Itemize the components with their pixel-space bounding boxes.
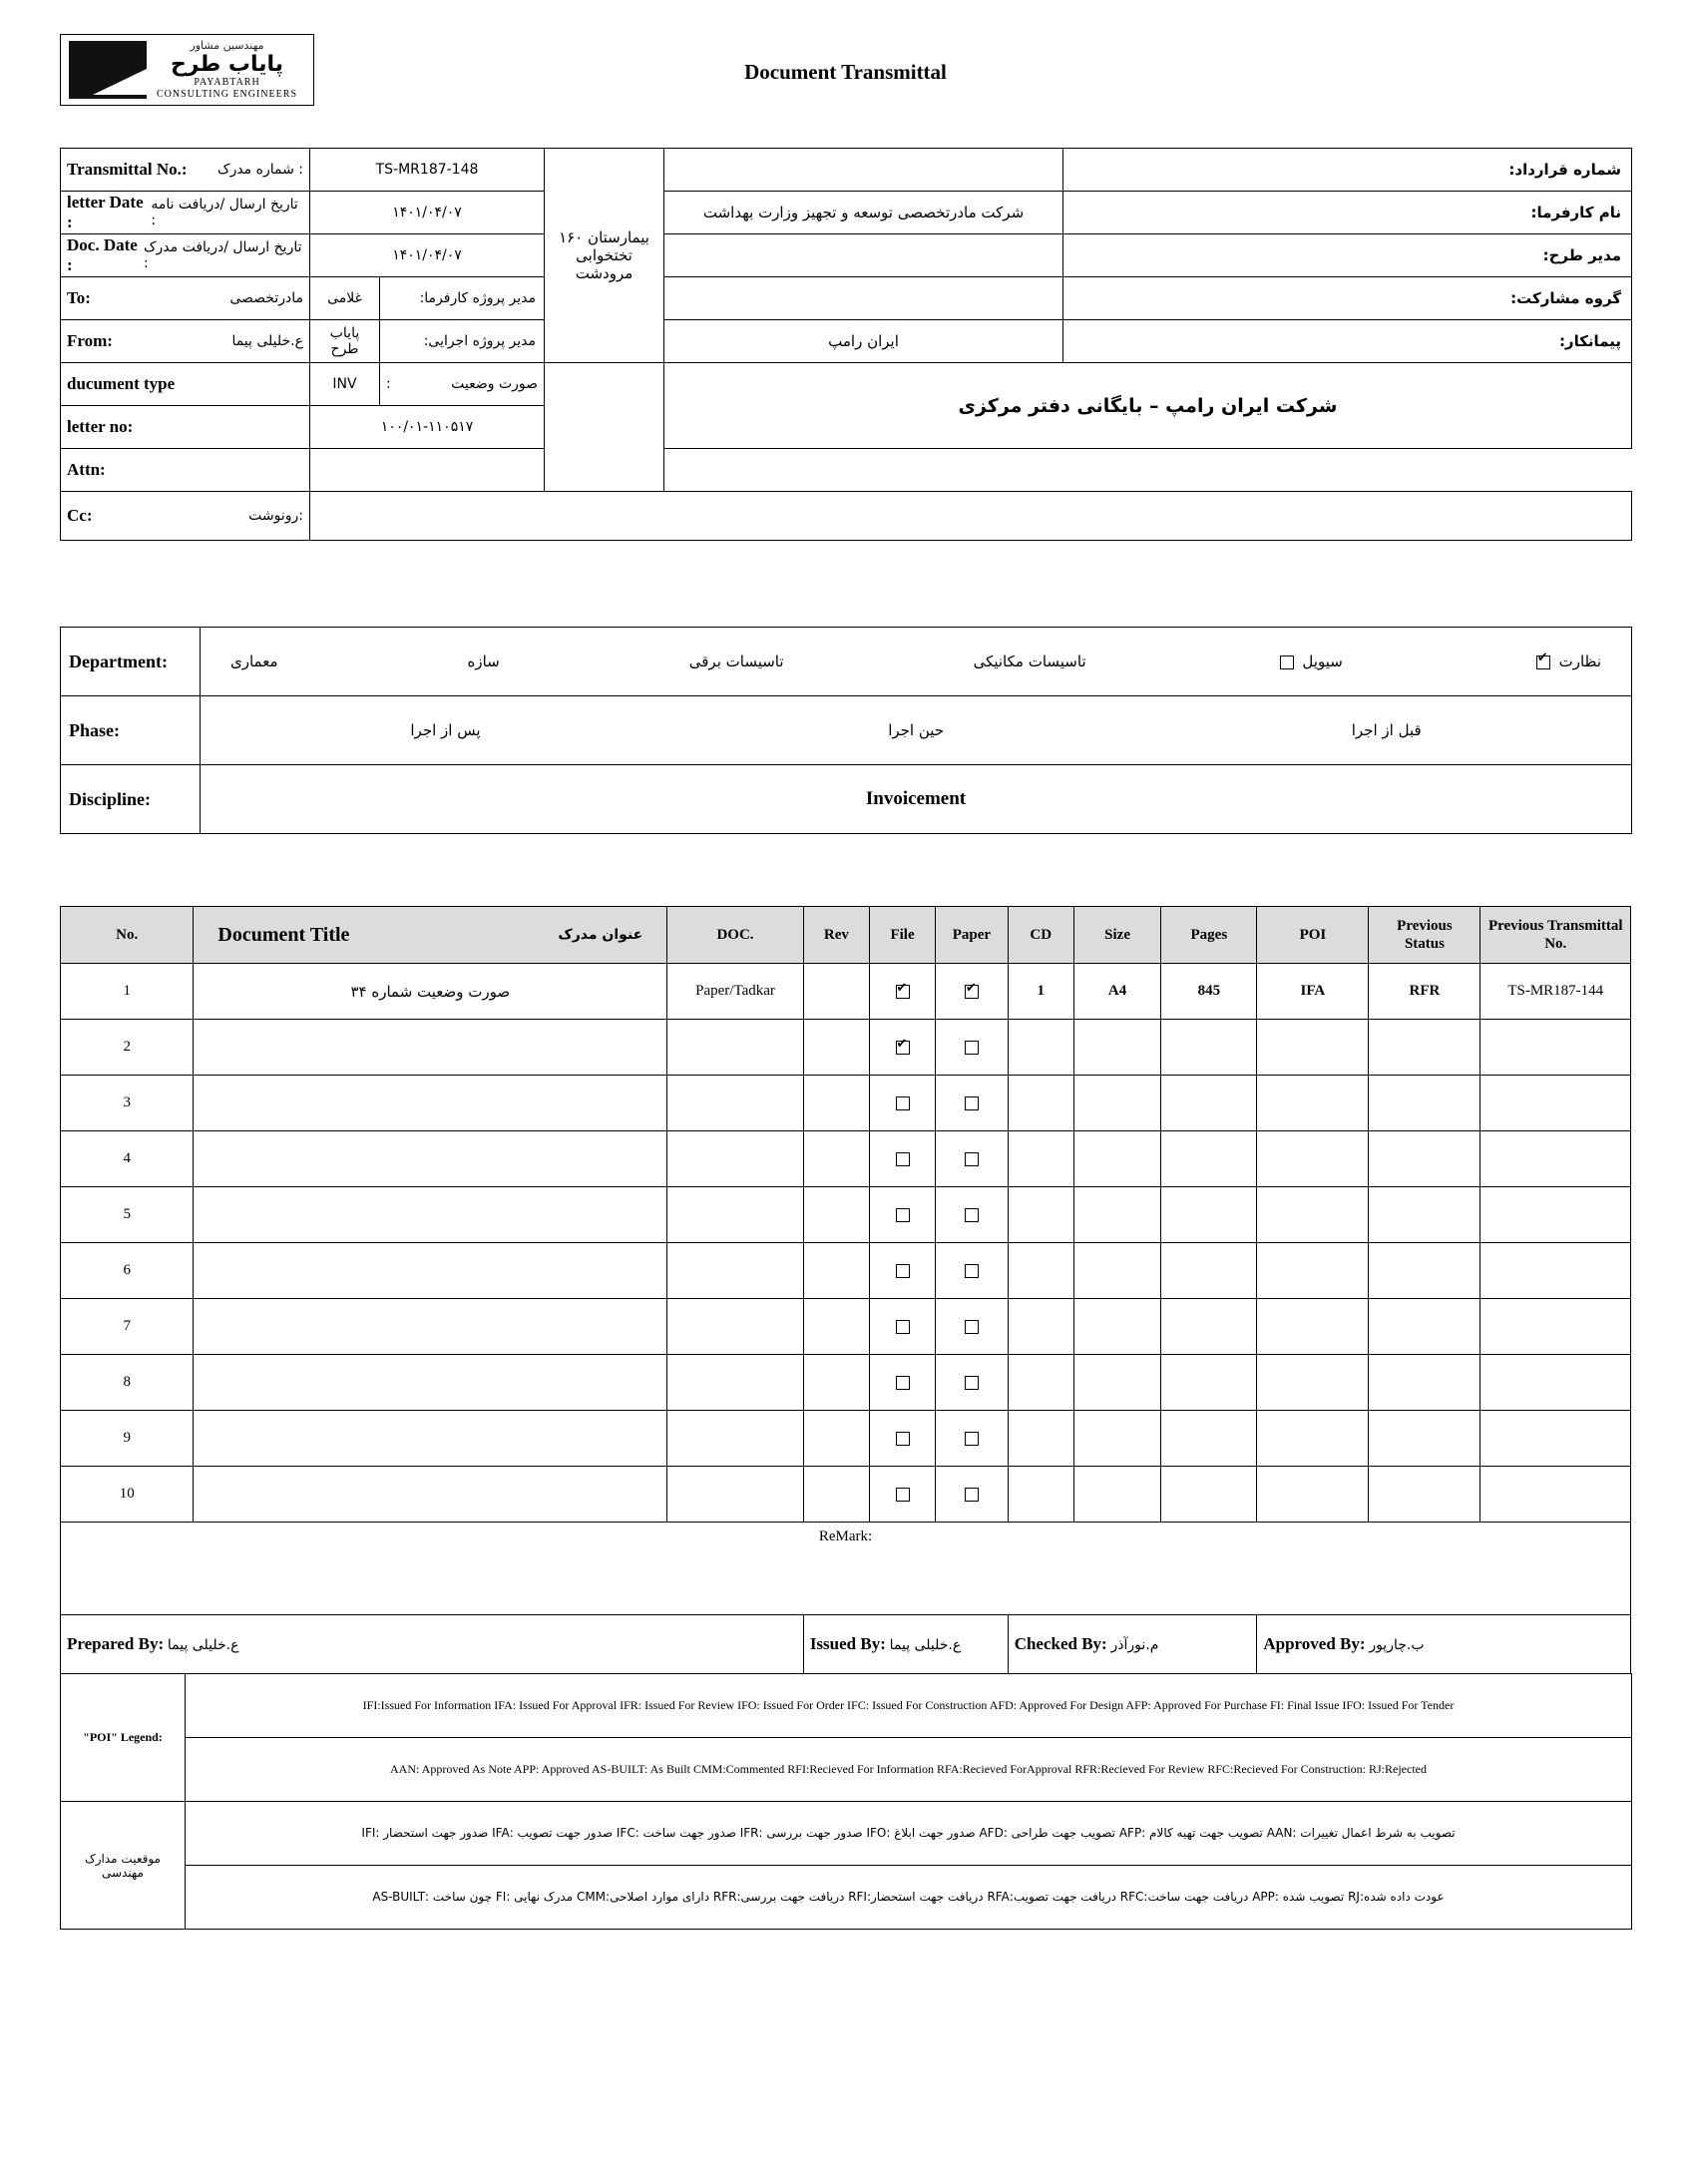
row-previous-status[interactable] bbox=[1369, 1020, 1480, 1076]
row-poi[interactable] bbox=[1257, 1411, 1369, 1467]
attn-label: Attn: bbox=[61, 449, 310, 492]
row-paper bbox=[936, 1299, 1009, 1355]
to-label-en: To: bbox=[67, 288, 91, 307]
paper-checkbox[interactable] bbox=[965, 1152, 979, 1166]
info-row bbox=[61, 449, 1632, 492]
row-poi[interactable] bbox=[1257, 1355, 1369, 1411]
phase-row bbox=[61, 696, 1632, 765]
row-title[interactable] bbox=[194, 1131, 667, 1187]
row-previous-status[interactable] bbox=[1369, 1187, 1480, 1243]
info-row bbox=[61, 149, 1632, 192]
header-previous-transmittal: Previous Transmittal No. bbox=[1480, 907, 1631, 964]
row-previous-status[interactable] bbox=[1369, 1299, 1480, 1355]
row-cd[interactable] bbox=[1008, 1076, 1073, 1131]
row-size[interactable] bbox=[1073, 1187, 1161, 1243]
row-size[interactable] bbox=[1073, 1355, 1161, 1411]
row-previous-transmittal[interactable] bbox=[1480, 1411, 1631, 1467]
row-title[interactable] bbox=[194, 1076, 667, 1131]
row-poi[interactable]: IFA bbox=[1257, 964, 1369, 1020]
paper-checkbox[interactable] bbox=[965, 1264, 979, 1278]
employer-name-value[interactable]: شرکت مادرتخصصی توسعه و تجهیز وزارت بهداشت bbox=[664, 192, 1063, 234]
row-no: 7 bbox=[61, 1299, 194, 1355]
documents-header-row bbox=[61, 907, 1631, 964]
row-no: 4 bbox=[61, 1131, 194, 1187]
row-previous-status[interactable] bbox=[1369, 1355, 1480, 1411]
transmittal-info-block bbox=[60, 148, 1631, 541]
paper-checkbox[interactable] bbox=[965, 1488, 979, 1502]
row-pages[interactable] bbox=[1161, 1187, 1257, 1243]
header-paper: Paper bbox=[936, 907, 1009, 964]
transmittal-no-label-fa: شماره مدرک : bbox=[217, 162, 303, 178]
row-cd[interactable] bbox=[1008, 1467, 1073, 1523]
row-previous-transmittal[interactable]: TS-MR187-144 bbox=[1480, 964, 1631, 1020]
phase-option-after[interactable]: پس از اجرا bbox=[410, 721, 481, 739]
row-size[interactable] bbox=[1073, 1411, 1161, 1467]
row-previous-transmittal[interactable] bbox=[1480, 1020, 1631, 1076]
cc-archive-value: شرکت ایران رامپ – بایگانی دفتر مرکزی bbox=[664, 363, 1632, 449]
page-title: Document Transmittal bbox=[744, 60, 947, 84]
letter-date-label bbox=[61, 192, 310, 234]
table-row bbox=[61, 1299, 1631, 1355]
header-file: File bbox=[869, 907, 935, 964]
logo-line2: پایاب طرح bbox=[170, 52, 284, 78]
file-checkbox[interactable] bbox=[896, 1264, 910, 1278]
row-file bbox=[869, 964, 935, 1020]
cc-label: Cc: bbox=[67, 506, 93, 525]
row-no: 5 bbox=[61, 1187, 194, 1243]
approved-by-label: Approved By: bbox=[1263, 1634, 1366, 1653]
prepared-by-cell[interactable] bbox=[61, 1615, 804, 1674]
row-cd[interactable] bbox=[1008, 1243, 1073, 1299]
row-rev[interactable] bbox=[803, 1411, 869, 1467]
phase-options bbox=[201, 696, 1632, 765]
phase-option-during[interactable]: حین اجرا bbox=[888, 721, 945, 739]
info-row bbox=[61, 192, 1632, 234]
row-file bbox=[869, 1076, 935, 1131]
row-doc[interactable] bbox=[667, 1299, 804, 1355]
row-poi[interactable] bbox=[1257, 1243, 1369, 1299]
logo-line1: مهندسین مشاور bbox=[190, 38, 264, 52]
issued-by-cell[interactable] bbox=[803, 1615, 1008, 1674]
row-paper bbox=[936, 1020, 1009, 1076]
discipline-value[interactable]: Invoicement bbox=[201, 765, 1632, 834]
header-size: Size bbox=[1073, 907, 1161, 964]
table-row bbox=[61, 1187, 1631, 1243]
row-no: 3 bbox=[61, 1076, 194, 1131]
approved-by-cell[interactable] bbox=[1257, 1615, 1631, 1674]
row-pages[interactable] bbox=[1161, 1243, 1257, 1299]
file-checkbox[interactable] bbox=[896, 1096, 910, 1110]
row-size[interactable] bbox=[1073, 1076, 1161, 1131]
file-checkbox[interactable] bbox=[896, 1376, 910, 1390]
row-file bbox=[869, 1187, 935, 1243]
department-checkbox-supervision[interactable] bbox=[1536, 655, 1550, 669]
header-document-title-fa: عنوان مدرک bbox=[558, 927, 643, 943]
row-cd[interactable]: 1 bbox=[1008, 964, 1073, 1020]
info-row bbox=[61, 277, 1632, 320]
row-doc[interactable] bbox=[667, 1243, 804, 1299]
paper-checkbox[interactable] bbox=[965, 1208, 979, 1222]
row-previous-transmittal[interactable] bbox=[1480, 1187, 1631, 1243]
row-previous-transmittal[interactable] bbox=[1480, 1355, 1631, 1411]
header-previous-status: Previous Status bbox=[1369, 907, 1480, 964]
row-paper bbox=[936, 1411, 1009, 1467]
file-checkbox[interactable] bbox=[896, 985, 910, 999]
row-file bbox=[869, 1020, 935, 1076]
row-doc[interactable] bbox=[667, 1355, 804, 1411]
documents-block bbox=[60, 906, 1631, 1930]
row-no: 10 bbox=[61, 1467, 194, 1523]
remark-row bbox=[61, 1523, 1631, 1615]
discipline-label: Discipline: bbox=[61, 765, 201, 834]
row-rev[interactable] bbox=[803, 1243, 869, 1299]
department-option-civil[interactable] bbox=[1276, 653, 1343, 670]
row-previous-transmittal[interactable] bbox=[1480, 1076, 1631, 1131]
header-cd: CD bbox=[1008, 907, 1073, 964]
info-row bbox=[61, 492, 1632, 541]
department-option-electrical[interactable] bbox=[689, 653, 784, 670]
partnership-group-label: گروه مشارکت: bbox=[1063, 277, 1632, 320]
row-poi[interactable] bbox=[1257, 1020, 1369, 1076]
file-checkbox[interactable] bbox=[896, 1208, 910, 1222]
discipline-row bbox=[61, 765, 1632, 834]
row-paper bbox=[936, 1467, 1009, 1523]
project-name-cell bbox=[545, 149, 664, 363]
row-title[interactable] bbox=[194, 1187, 667, 1243]
legend-row-en1 bbox=[61, 1674, 1632, 1738]
to-label bbox=[61, 277, 310, 320]
row-previous-status[interactable] bbox=[1369, 1411, 1480, 1467]
row-rev[interactable] bbox=[803, 1131, 869, 1187]
attn-blank bbox=[310, 449, 545, 492]
doc-date-label-en: Doc. Date : bbox=[67, 235, 138, 274]
row-title[interactable] bbox=[194, 1243, 667, 1299]
classification-block bbox=[60, 627, 1631, 834]
from-person-value[interactable]: ع.خلیلی پیما bbox=[231, 333, 303, 349]
department-label-mechanical: تاسیسات مکانیکی bbox=[973, 653, 1086, 670]
project-manager-value[interactable] bbox=[664, 234, 1063, 277]
row-paper bbox=[936, 1243, 1009, 1299]
contractor-value[interactable]: ایران رامپ bbox=[664, 320, 1063, 363]
row-doc[interactable]: Paper/Tadkar bbox=[667, 964, 804, 1020]
legend-row-fa2 bbox=[61, 1866, 1632, 1930]
department-label-structure: سازه bbox=[467, 653, 500, 670]
legend-line-en-1: IFI:Issued For Information IFA: Issued For Approval IFR: Issued For Review IFO: Issued For Order IFC: Issued For Construction AFD: Approved For Design AFP: Approved For Purchase FI: Final Issue IFO: Issued For Tender bbox=[186, 1674, 1632, 1738]
row-title[interactable] bbox=[194, 1020, 667, 1076]
letter-no-label: letter no: bbox=[61, 406, 310, 449]
attn-value[interactable] bbox=[664, 449, 1632, 492]
letter-no-value[interactable]: ۱۰۰/۰۱-۱۱۰۵۱۷ bbox=[310, 406, 545, 449]
row-cd[interactable] bbox=[1008, 1299, 1073, 1355]
paper-checkbox[interactable] bbox=[965, 1432, 979, 1446]
file-checkbox[interactable] bbox=[896, 1041, 910, 1055]
department-option-structure[interactable] bbox=[468, 653, 500, 670]
from-label bbox=[61, 320, 310, 363]
remark-label: ReMark: bbox=[818, 1529, 873, 1544]
transmittal-no-label-en: Transmittal No.: bbox=[67, 160, 188, 179]
row-size[interactable] bbox=[1073, 1131, 1161, 1187]
header-doc: DOC. bbox=[667, 907, 804, 964]
issued-by-label: Issued By: bbox=[809, 1634, 886, 1653]
department-option-supervision[interactable] bbox=[1532, 653, 1601, 670]
row-title[interactable] bbox=[194, 1411, 667, 1467]
header-pages: Pages bbox=[1161, 907, 1257, 964]
row-paper bbox=[936, 1187, 1009, 1243]
spacer-cell bbox=[545, 363, 664, 492]
row-file bbox=[869, 1243, 935, 1299]
row-previous-transmittal[interactable] bbox=[1480, 1131, 1631, 1187]
department-checkbox-civil[interactable] bbox=[1280, 655, 1294, 669]
row-pages[interactable] bbox=[1161, 1467, 1257, 1523]
table-row bbox=[61, 1131, 1631, 1187]
row-pages[interactable] bbox=[1161, 1299, 1257, 1355]
paper-checkbox[interactable] bbox=[965, 1096, 979, 1110]
row-poi[interactable] bbox=[1257, 1076, 1369, 1131]
row-cd[interactable] bbox=[1008, 1187, 1073, 1243]
row-previous-transmittal[interactable] bbox=[1480, 1243, 1631, 1299]
info-row bbox=[61, 363, 1632, 406]
legend-table bbox=[60, 1673, 1632, 1930]
row-previous-transmittal[interactable] bbox=[1480, 1299, 1631, 1355]
from-label-en: From: bbox=[67, 331, 113, 350]
row-no: 2 bbox=[61, 1020, 194, 1076]
to-person-value[interactable]: غلامی bbox=[310, 277, 380, 320]
row-cd[interactable] bbox=[1008, 1355, 1073, 1411]
from-company-value[interactable]: پایاب طرح bbox=[310, 320, 380, 363]
header-poi: POI bbox=[1257, 907, 1369, 964]
letter-date-value[interactable]: ۱۴۰۱/۰۴/۰۷ bbox=[310, 192, 545, 234]
logo-line4: CONSULTING ENGINEERS bbox=[156, 88, 298, 100]
department-label-civil: سیویل bbox=[1302, 653, 1343, 670]
table-row bbox=[61, 1467, 1631, 1523]
page-header bbox=[60, 34, 1631, 114]
row-title[interactable] bbox=[194, 1299, 667, 1355]
row-previous-status[interactable]: RFR bbox=[1369, 964, 1480, 1020]
row-rev[interactable] bbox=[803, 1020, 869, 1076]
executive-pm-label: مدیر پروژه اجرایی: bbox=[380, 320, 545, 363]
row-title[interactable] bbox=[194, 1355, 667, 1411]
letter-date-label-en: letter Date : bbox=[67, 193, 144, 231]
doc-date-label bbox=[61, 234, 310, 277]
documents-table bbox=[60, 906, 1631, 1674]
row-size[interactable] bbox=[1073, 1467, 1161, 1523]
table-row bbox=[61, 1020, 1631, 1076]
row-previous-transmittal[interactable] bbox=[1480, 1467, 1631, 1523]
row-doc[interactable] bbox=[667, 1076, 804, 1131]
contract-no-value[interactable] bbox=[664, 149, 1063, 192]
checked-by-value: م.نورآذر bbox=[1110, 1637, 1159, 1653]
phase-option-before[interactable]: قبل از اجرا bbox=[1351, 721, 1422, 739]
letter-date-label-fa: تاریخ ارسال /دریافت نامه : bbox=[151, 197, 298, 228]
file-checkbox[interactable] bbox=[896, 1488, 910, 1502]
department-option-architecture[interactable] bbox=[230, 653, 278, 670]
cc-label-fa: رونوشت: bbox=[248, 508, 303, 524]
legend-row-en2 bbox=[61, 1738, 1632, 1802]
department-options bbox=[201, 628, 1632, 696]
row-pages[interactable] bbox=[1161, 1131, 1257, 1187]
table-row bbox=[61, 1355, 1631, 1411]
row-file bbox=[869, 1131, 935, 1187]
file-checkbox[interactable] bbox=[896, 1152, 910, 1166]
row-previous-status[interactable] bbox=[1369, 1076, 1480, 1131]
row-paper bbox=[936, 964, 1009, 1020]
document-type-value[interactable]: INV bbox=[310, 363, 380, 406]
checked-by-label: Checked By: bbox=[1014, 1634, 1107, 1653]
department-label-supervision: نظارت bbox=[1558, 653, 1601, 670]
cc-label-cell bbox=[61, 492, 310, 541]
file-checkbox[interactable] bbox=[896, 1320, 910, 1334]
phase-label: Phase: bbox=[61, 696, 201, 765]
row-cd[interactable] bbox=[1008, 1411, 1073, 1467]
header-no: No. bbox=[61, 907, 194, 964]
issued-by-value: ع.خلیلی پیما bbox=[889, 1637, 962, 1653]
department-row bbox=[61, 628, 1632, 696]
row-file bbox=[869, 1299, 935, 1355]
row-previous-status[interactable] bbox=[1369, 1243, 1480, 1299]
partnership-group-value[interactable] bbox=[664, 277, 1063, 320]
row-pages[interactable] bbox=[1161, 1076, 1257, 1131]
row-doc[interactable] bbox=[667, 1187, 804, 1243]
info-row bbox=[61, 320, 1632, 363]
row-doc[interactable] bbox=[667, 1467, 804, 1523]
logo-line3: PAYABTARH bbox=[194, 77, 260, 89]
info-row bbox=[61, 234, 1632, 277]
row-cd[interactable] bbox=[1008, 1131, 1073, 1187]
employer-name-label: نام کارفرما: bbox=[1063, 192, 1632, 234]
row-file bbox=[869, 1467, 935, 1523]
row-cd[interactable] bbox=[1008, 1020, 1073, 1076]
row-size[interactable] bbox=[1073, 1020, 1161, 1076]
document-type-label: ducument type bbox=[61, 363, 310, 406]
row-pages[interactable] bbox=[1161, 1355, 1257, 1411]
project-name-value: بیمارستان ۱۶۰ تختخوابی مرودشت bbox=[559, 228, 649, 282]
paper-checkbox[interactable] bbox=[965, 985, 979, 999]
department-label-electrical: تاسیسات برقی bbox=[688, 653, 784, 670]
row-paper bbox=[936, 1076, 1009, 1131]
table-row bbox=[61, 1411, 1631, 1467]
department-option-mechanical[interactable] bbox=[974, 653, 1086, 670]
row-pages[interactable] bbox=[1161, 1020, 1257, 1076]
row-poi[interactable] bbox=[1257, 1467, 1369, 1523]
row-file bbox=[869, 1411, 935, 1467]
row-doc[interactable] bbox=[667, 1411, 804, 1467]
row-rev[interactable] bbox=[803, 1076, 869, 1131]
cc-value bbox=[310, 492, 1632, 541]
department-label-architecture: معماری bbox=[230, 653, 278, 670]
row-size[interactable]: A4 bbox=[1073, 964, 1161, 1020]
transmittal-no-label bbox=[61, 149, 310, 192]
row-title[interactable] bbox=[194, 1467, 667, 1523]
row-poi[interactable] bbox=[1257, 1299, 1369, 1355]
row-no: 1 bbox=[61, 964, 194, 1020]
row-title[interactable]: صورت وضعیت شماره ۳۴ bbox=[194, 964, 667, 1020]
row-paper bbox=[936, 1131, 1009, 1187]
legend-line-fa-1: تصویب به شرط اعمال تغییرات :AAN تصویب جهت تهیه کالام :AFP تصویب جهت طراحی :AFD صدور جهت ابلاغ :IFO صدور جهت بررسی :IFR صدور جهت ساخت :IFC صدور جهت تصویب :IFA صدور جهت استحضار :IFI bbox=[186, 1802, 1632, 1866]
row-pages[interactable]: 845 bbox=[1161, 964, 1257, 1020]
doc-date-label-fa: تاریخ ارسال /دریافت مدرک : bbox=[144, 239, 302, 271]
row-doc[interactable] bbox=[667, 1020, 804, 1076]
doc-date-value[interactable]: ۱۴۰۱/۰۴/۰۷ bbox=[310, 234, 545, 277]
header-document-title-en: Document Title bbox=[217, 923, 350, 946]
row-doc[interactable] bbox=[667, 1131, 804, 1187]
to-value-fa[interactable]: مادرتخصصی bbox=[229, 290, 303, 306]
prepared-by-value: ع.خلیلی پیما bbox=[167, 1637, 239, 1653]
row-previous-status[interactable] bbox=[1369, 1131, 1480, 1187]
table-row bbox=[61, 1076, 1631, 1131]
paper-checkbox[interactable] bbox=[965, 1041, 979, 1055]
row-rev[interactable] bbox=[803, 1467, 869, 1523]
row-previous-status[interactable] bbox=[1369, 1467, 1480, 1523]
remark-cell[interactable] bbox=[61, 1523, 1631, 1615]
info-table bbox=[60, 148, 1632, 541]
row-no: 6 bbox=[61, 1243, 194, 1299]
paper-checkbox[interactable] bbox=[965, 1376, 979, 1390]
legend-line-fa-2: عودت داده شده:RJ تصویب شده :APP دریافت جهت ساخت:RFC دریافت جهت تصویب:RFA دریافت جهت استحضار:RFI دریافت جهت بررسی:RFR دارای موارد اصلاحی:CMM مدرک نهایی :FI چون ساخت :AS-BUILT bbox=[186, 1866, 1632, 1930]
department-label: Department: bbox=[61, 628, 201, 696]
document-type-fa-cell bbox=[380, 363, 545, 406]
contract-no-label: شماره قرارداد: bbox=[1063, 149, 1632, 192]
employer-pm-label: مدیر پروژه کارفرما: bbox=[380, 277, 545, 320]
file-checkbox[interactable] bbox=[896, 1432, 910, 1446]
row-rev[interactable] bbox=[803, 1187, 869, 1243]
row-poi[interactable] bbox=[1257, 1187, 1369, 1243]
row-pages[interactable] bbox=[1161, 1411, 1257, 1467]
document-type-fa: صورت وضعیت bbox=[451, 376, 539, 392]
prepared-by-label: Prepared By: bbox=[67, 1634, 165, 1653]
row-size[interactable] bbox=[1073, 1299, 1161, 1355]
checked-by-cell[interactable] bbox=[1008, 1615, 1257, 1674]
table-row bbox=[61, 1243, 1631, 1299]
row-file bbox=[869, 1355, 935, 1411]
contractor-label: پیمانکار: bbox=[1063, 320, 1632, 363]
row-size[interactable] bbox=[1073, 1243, 1161, 1299]
classification-table bbox=[60, 627, 1632, 834]
row-rev[interactable] bbox=[803, 1355, 869, 1411]
row-poi[interactable] bbox=[1257, 1131, 1369, 1187]
header-document-title bbox=[194, 907, 667, 964]
row-no: 9 bbox=[61, 1411, 194, 1467]
legend-side-label: موقعیت مدارک مهندسی bbox=[61, 1802, 186, 1930]
row-paper bbox=[936, 1355, 1009, 1411]
signature-row bbox=[61, 1615, 1631, 1674]
row-rev[interactable] bbox=[803, 964, 869, 1020]
approved-by-value: ب.چارپور bbox=[1369, 1637, 1425, 1653]
document-type-colon: : bbox=[386, 376, 391, 392]
row-no: 8 bbox=[61, 1355, 194, 1411]
legend-row-fa1 bbox=[61, 1802, 1632, 1866]
row-rev[interactable] bbox=[803, 1299, 869, 1355]
legend-title: "POI" Legend: bbox=[61, 1674, 186, 1802]
transmittal-no-value[interactable]: TS-MR187-148 bbox=[310, 149, 545, 192]
paper-checkbox[interactable] bbox=[965, 1320, 979, 1334]
legend-line-en-2: AAN: Approved As Note APP: Approved AS-BUILT: As Built CMM:Commented RFI:Recieved For Information RFA:Recieved ForApproval RFR:Recieved For Review RFC:Recieved For Construction: RJ:Rejected bbox=[186, 1738, 1632, 1802]
header-rev: Rev bbox=[803, 907, 869, 964]
table-row bbox=[61, 964, 1631, 1020]
project-manager-label: مدیر طرح: bbox=[1063, 234, 1632, 277]
